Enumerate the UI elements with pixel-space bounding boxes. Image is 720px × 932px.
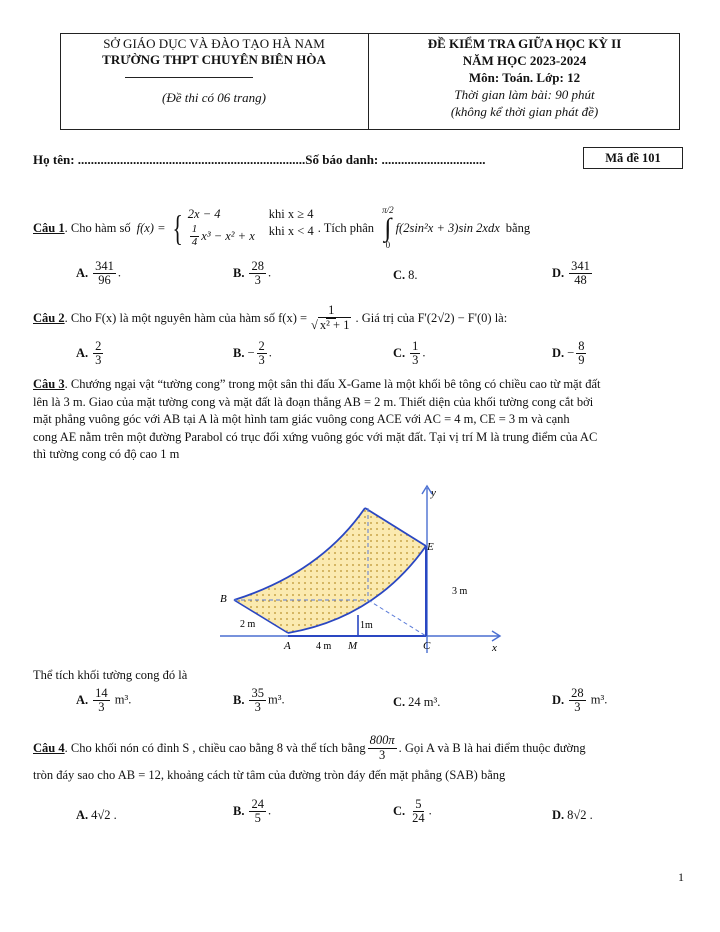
label-b: B [220, 593, 227, 605]
q1-case2-expr: x³ − x² + x [201, 229, 255, 243]
q3-option-d[interactable]: D. $\frac{28}{3}$ m³. [552, 686, 608, 715]
exam-code-box: Mã đề 101 [583, 147, 683, 169]
q2-option-a[interactable]: A. $\frac{2}{3}$ [76, 339, 102, 368]
q4-frac-num: 800π [369, 733, 395, 748]
q1-option-b[interactable]: B. $\frac{28}{3}$ . [233, 259, 272, 288]
q1-mid: . Tích phân [317, 220, 375, 235]
q3-line4: cong AE nằm trên một đường Parabol có trục đối xứng vuông góc với mặt đất. Tại vị trí M là trung điểm của AC [33, 429, 598, 444]
q3-line5: thì tường cong có độ cao 1 m [33, 447, 180, 461]
q4-text2: . Gọi A và B là hai điểm thuộc đường [398, 740, 586, 755]
q3-label: Câu 3 [33, 377, 65, 391]
label-m: M [348, 640, 358, 652]
header-right [369, 33, 680, 130]
q4-frac-den: 3 [378, 747, 386, 762]
q3-line2: lên là 3 m. Giao của mặt tường cong và mặt đất là đoạn thẳng AB = 2 m. Thiết diện của khối tường cong cắt bởi [33, 394, 594, 409]
sbd-field: Số báo danh: ................................ [305, 152, 486, 167]
label-c: C [423, 640, 431, 652]
q2-frac-num: 1 [328, 303, 335, 318]
q3-option-b[interactable]: B. $\frac{35}{3}$ m³. [233, 686, 285, 715]
q2-option-d[interactable]: D. − $\frac{8}{9}$ [552, 339, 585, 368]
wall-surface [234, 508, 426, 633]
q4-option-d[interactable]: D. 8√2 . [552, 808, 593, 822]
curved-wall-figure [200, 478, 520, 658]
q1-option-a[interactable]: A. $\frac{341}{96}$ . [76, 259, 122, 288]
page-count-note: (Đề thi có 06 trang) [162, 90, 266, 105]
q1-integral-sign: π/2 ∫ 0 [382, 205, 394, 250]
school-year: NĂM HỌC 2023-2024 [462, 53, 587, 68]
q2-label: Câu 2 [33, 310, 65, 325]
header-divider [125, 77, 253, 78]
q1-lower-bound: 0 [385, 240, 391, 250]
q1-case1-expr: 2x − 4 [187, 207, 221, 222]
page-number: 1 [678, 870, 684, 884]
q4-option-c[interactable]: C. $\frac{5}{24}$ . [393, 797, 432, 826]
q1-case2-cond: khi x < 4 [268, 224, 314, 239]
q2-option-b[interactable]: B. − $\frac{2}{3}$ . [233, 339, 272, 368]
q4-option-b[interactable]: B. $\frac{24}{5}$ . [233, 797, 272, 826]
q1-option-c[interactable]: C. 8. [393, 268, 418, 282]
header-left [60, 33, 369, 130]
subject: Môn: Toán. Lớp: 12 [468, 70, 581, 85]
q1-cases: 2x − 4 khi x ≥ 4 $\frac{1}{4}$ x³ − x² + x khi x < 4 [187, 207, 314, 248]
school-name: TRƯỜNG THPT CHUYÊN BIÊN HÒA [102, 52, 326, 67]
q1-integrand: f(2sin²x + 3)sin 2xdx [395, 220, 500, 235]
duration: Thời gian làm bài: 90 phút [454, 87, 595, 102]
q1-option-d[interactable]: D. $\frac{341}{48}$ [552, 259, 590, 288]
label-a: A [284, 640, 291, 652]
question-1 [33, 200, 530, 256]
duration-note: (không kể thời gian phát đề) [450, 104, 599, 119]
q3-option-a[interactable]: A. $\frac{14}{3}$ m³. [76, 686, 132, 715]
question-2: Câu 2 . Cho F(x) là một nguyên hàm của hàm số f(x) = $\frac{1}{\text{√ x² + 1}}$ . Giá trị của F'(2√2) − F'(0) là: [33, 303, 508, 332]
q4-label: Câu 4 [33, 740, 65, 755]
q1-upper-bound: π/2 [382, 205, 394, 215]
q4-option-a[interactable]: A. 4√2 . [76, 808, 117, 822]
label-2m: 2 m [240, 619, 256, 630]
q3-line3: mặt phẳng vuông góc với AB tại A là một hình tam giác vuông cong ACE với AC = 4 m, CE = 3 m và cạnh [33, 412, 570, 426]
question-3 [33, 376, 683, 464]
q2-option-c[interactable]: C. $\frac{1}{3}$ . [393, 339, 426, 368]
label-e: E [427, 541, 434, 553]
q3-question: Thể tích khối tường cong đó là [33, 668, 188, 682]
student-info-line [33, 152, 486, 168]
q2-text1: . Cho F(x) là một nguyên hàm của hàm số f(x) = [64, 310, 308, 325]
label-3m: 3 m [452, 586, 468, 597]
question-4 [33, 730, 586, 766]
q4-line2: tròn đáy sao cho AB = 12, khoảng cách từ tâm của đường tròn đáy đến mặt phẳng (SAB) bằng [33, 768, 506, 782]
q4-text1: . Cho khối nón có đỉnh S , chiều cao bằng 8 và thể tích bằng [64, 740, 366, 755]
label-4m: 4 m [316, 641, 332, 652]
q1-intro: . Cho hàm số [64, 220, 131, 235]
q1-fx: f(x) = [136, 220, 166, 235]
q2-frac-den: x² + 1 [319, 317, 350, 332]
department-name: SỞ GIÁO DỤC VÀ ĐÀO TẠO HÀ NAM [103, 36, 325, 51]
q1-brace: { [171, 208, 183, 248]
q1-label: Câu 1 [33, 220, 65, 235]
q2-text2: . Giá trị của F'(2√2) − F'(0) là: [355, 310, 508, 325]
q1-end: bằng [505, 220, 531, 235]
name-field: Họ tên: ...................................................................... [33, 152, 306, 167]
q1-case1-cond: khi x ≥ 4 [268, 207, 314, 222]
q3-line1: . Chướng ngại vật “tường cong” trong một sân thi đấu X-Game là một khối bê tông có chiều cao từ mặt đất [64, 377, 601, 391]
exam-title: ĐỀ KIỂM TRA GIỮA HỌC KỲ II [427, 36, 622, 51]
label-x: x [492, 642, 497, 654]
label-y: y [431, 487, 436, 499]
q3-option-c[interactable]: C. 24 m³. [393, 695, 441, 709]
label-1m: 1m [360, 620, 373, 631]
